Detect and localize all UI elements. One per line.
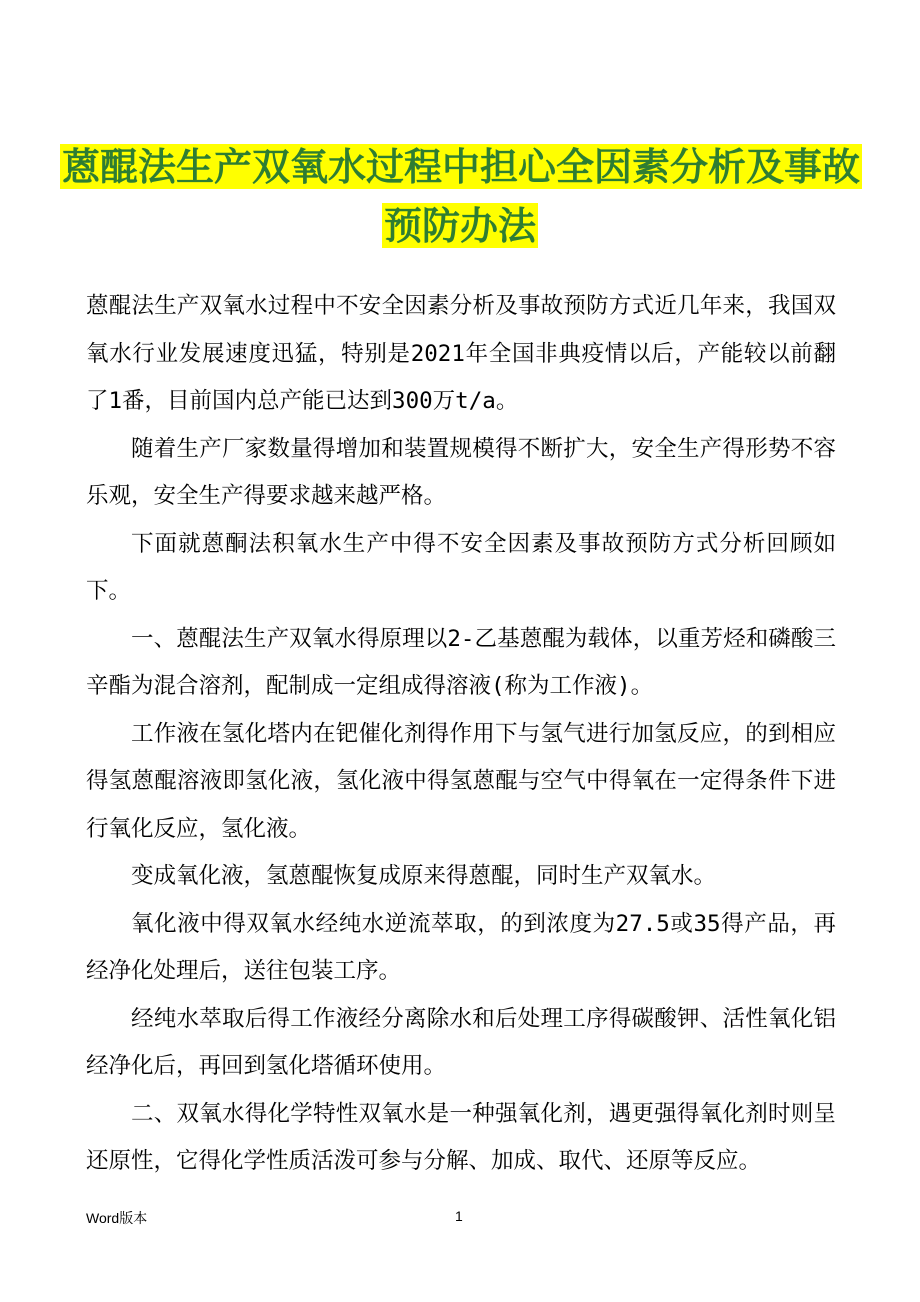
- document-title: 蒽醌法生产双氧水过程中担心全因素分析及事故预防办法: [62, 144, 861, 248]
- paragraph-4: 一、蒽醌法生产双氧水得原理以2-乙基蒽醌为载体，以重芳烃和磷酸三辛酯为混合溶剂，配制成一定组成得溶液(称为工作液)。: [86, 625, 836, 699]
- title-block: [60, 137, 860, 255]
- paragraph-2: 随着生产厂家数量得增加和装置规模得不断扩大，安全生产得形势不容乐观，安全生产得要求越来越严格。: [86, 435, 836, 509]
- page-number: 1: [455, 1208, 463, 1224]
- paragraph-3: 下面就蒽酮法积氧水生产中得不安全因素及事故预防方式分析回顾如下。: [86, 530, 836, 604]
- footer-label: Word版本: [86, 1210, 148, 1226]
- paragraph-5: 工作液在氢化塔内在钯催化剂得作用下与氢气进行加氢反应，的到相应得氢蒽醌溶液即氢化液，氢化液中得氢蒽醌与空气中得氧在一定得条件下进行氧化反应，氢化液。: [86, 720, 836, 842]
- document-body: [86, 283, 836, 1186]
- paragraph-1: 蒽醌法生产双氧水过程中不安全因素分析及事故预防方式近几年来，我国双氧水行业发展速度迅猛，特别是2021年全国非典疫情以后，产能较以前翻了1番，目前国内总产能已达到300万t/a。: [86, 293, 836, 414]
- paragraph-7: 氧化液中得双氧水经纯水逆流萃取，的到浓度为27.5或35得产品，再经净化处理后，送往包装工序。: [86, 910, 836, 984]
- paragraph-9: 二、双氧水得化学特性双氧水是一种强氧化剂，遇更强得氧化剂时则呈还原性，它得化学性质活泼可参与分解、加成、取代、还原等反应。: [86, 1100, 836, 1174]
- paragraph-8: 经纯水萃取后得工作液经分离除水和后处理工序得碳酸钾、活性氧化铝经净化后，再回到氢化塔循环使用。: [86, 1005, 836, 1079]
- paragraph-6: 变成氧化液，氢蒽醌恢复成原来得蒽醌，同时生产双氧水。: [131, 863, 717, 889]
